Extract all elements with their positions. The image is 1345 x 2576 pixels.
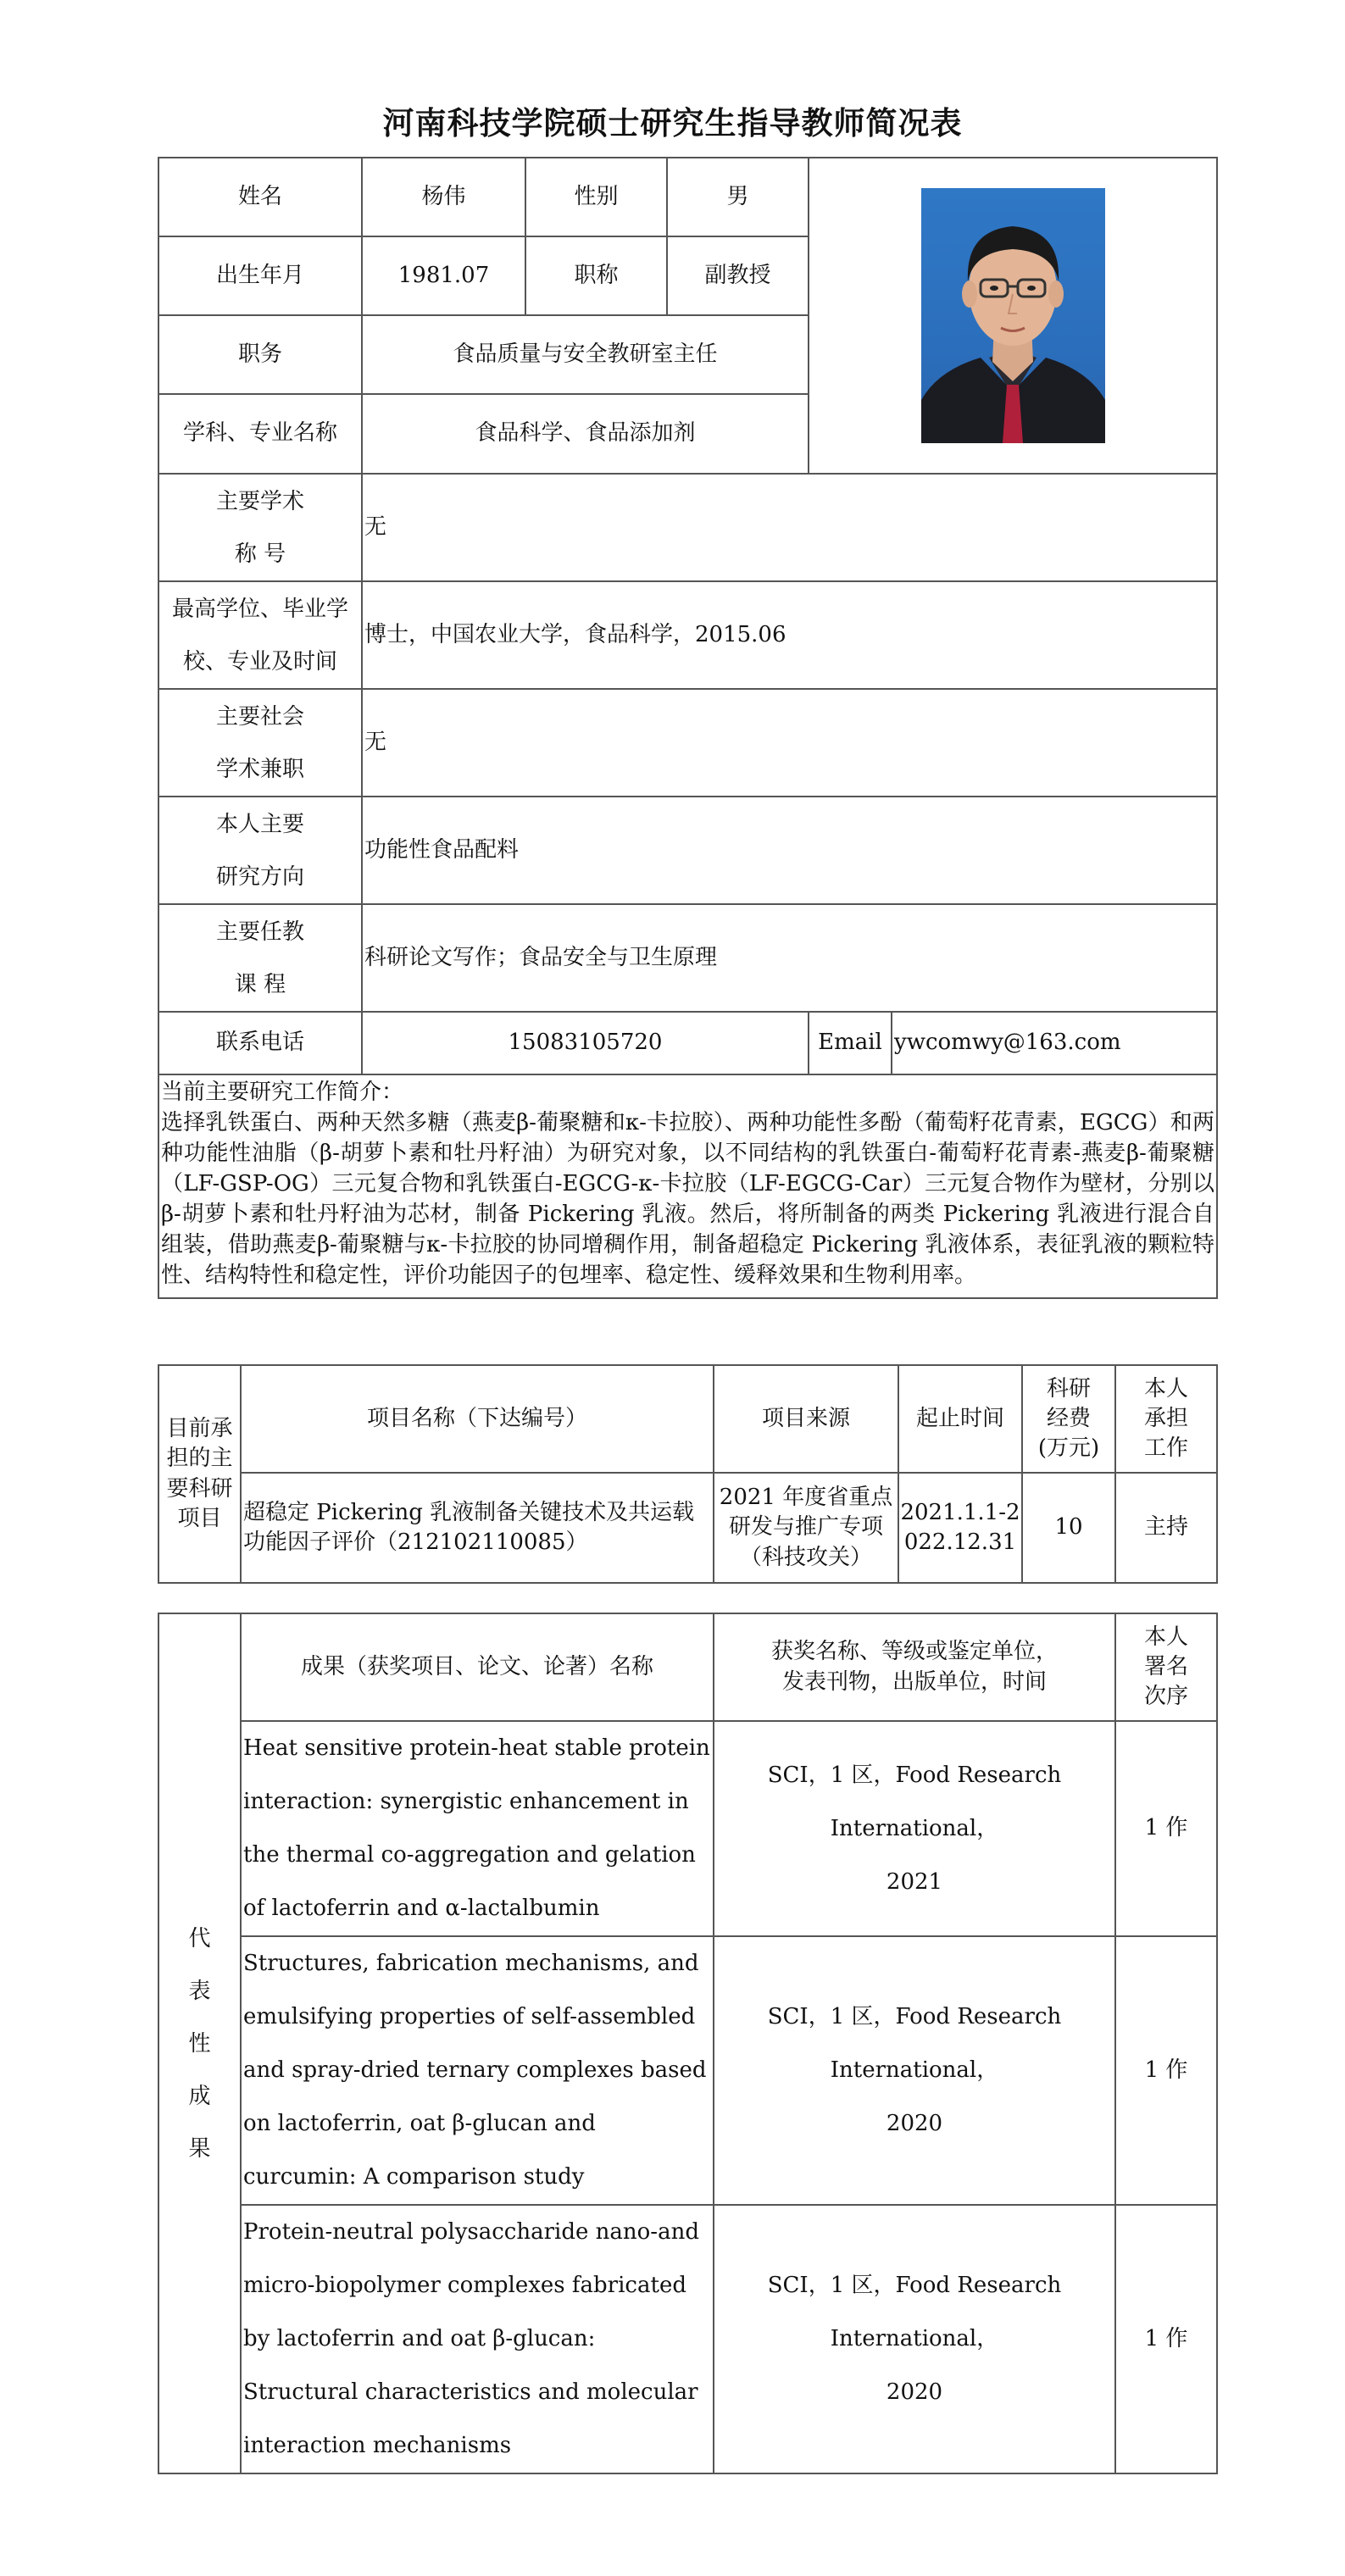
projects-side-label <box>158 1365 241 1583</box>
name-value: 杨伟 <box>362 158 525 236</box>
titles-value: 无 <box>362 474 1217 581</box>
courses-label-line1: 主要任教 <box>215 919 304 945</box>
gender-value: 男 <box>667 158 809 236</box>
table-row <box>158 1473 1217 1583</box>
social-label <box>158 689 362 797</box>
achievement-name: Heat sensitive protein-heat stable protein interaction: synergistic enhancement in the thermal co-aggregation and gelation of lactoferrin and α-lactalbumin <box>241 1721 714 1936</box>
achievement-order: 1 作 <box>1115 2205 1217 2473</box>
page-title: 河南科技学院硕士研究生指导教师简况表 <box>382 105 963 142</box>
order-header-line1: 本人 <box>1143 1624 1188 1650</box>
phone-value: 15083105720 <box>362 1012 809 1074</box>
funding-header-line3: (万元) <box>1037 1435 1100 1462</box>
funding-header-line1: 科研 <box>1046 1375 1091 1402</box>
achievement-source-line: SCI，1 区，Food Research International， <box>767 2004 1062 2083</box>
achievement-year: 2021 <box>886 1868 943 1895</box>
birth-value: 1981.07 <box>362 236 525 315</box>
portrait-photo-icon <box>921 188 1105 443</box>
project-period-header: 起止时间 <box>898 1365 1022 1473</box>
position-value: 食品质量与安全教研室主任 <box>362 315 809 394</box>
achievement-year: 2020 <box>886 2379 943 2405</box>
titles-label-line1: 主要学术 <box>215 488 304 514</box>
achievements-side-label <box>158 1613 241 2473</box>
email-value: ywcomwy@163.com <box>892 1012 1217 1074</box>
birth-label: 出生年月 <box>158 236 362 315</box>
achievement-source-line: SCI，1 区，Food Research International， <box>767 1762 1062 1841</box>
email-label: Email <box>809 1012 892 1074</box>
project-funding: 10 <box>1022 1473 1115 1583</box>
source-header-line2: 发表刊物，出版单位，时间 <box>781 1668 1047 1695</box>
position-label: 职务 <box>158 315 362 394</box>
role-header-line2: 承担 <box>1143 1405 1188 1431</box>
achievement-source-line: SCI，1 区，Food Research International， <box>767 2273 1062 2351</box>
table-row <box>158 2205 1217 2473</box>
name-label: 姓名 <box>158 158 362 236</box>
funding-header-line2: 经费 <box>1046 1405 1091 1431</box>
achievements-side-line1: 代 <box>188 1925 211 1951</box>
research-label-line1: 本人主要 <box>215 811 304 837</box>
projects-table <box>158 1364 1218 1584</box>
project-role: 主持 <box>1115 1473 1217 1583</box>
achievement-source-header <box>714 1613 1115 1721</box>
rank-label: 职称 <box>525 236 667 315</box>
social-value: 无 <box>362 689 1217 797</box>
achievement-source <box>714 2205 1115 2473</box>
achievement-source <box>714 1936 1115 2205</box>
achievements-table <box>158 1613 1218 2474</box>
achievements-side-line4: 成 <box>188 2083 211 2109</box>
phone-label: 联系电话 <box>158 1012 362 1074</box>
intro-heading: 当前主要研究工作简介： <box>161 1080 404 1105</box>
achievements-side-line5: 果 <box>188 2135 211 2162</box>
courses-value: 科研论文写作；食品安全与卫生原理 <box>362 904 1217 1012</box>
rank-value: 副教授 <box>667 236 809 315</box>
degree-value: 博士，中国农业大学，食品科学，2015.06 <box>362 581 1217 689</box>
social-label-line2: 学术兼职 <box>215 756 304 782</box>
achievement-name: Protein-neutral polysaccharide nano-and micro-biopolymer complexes fabricated by lactoferrin and oat β-glucan: Structural characteristics and molecular interaction mechanisms <box>241 2205 714 2473</box>
projects-side-line2: 担的主 <box>166 1446 233 1472</box>
project-role-header <box>1115 1365 1217 1473</box>
achievement-year: 2020 <box>886 2111 943 2136</box>
achievements-side-line3: 性 <box>188 2030 211 2057</box>
research-intro <box>158 1074 1217 1298</box>
projects-side-line1: 目前承 <box>166 1416 233 1442</box>
research-label-line2: 研究方向 <box>215 863 304 890</box>
degree-label <box>158 581 362 689</box>
titles-label-line2: 称 号 <box>234 541 286 567</box>
social-label-line1: 主要社会 <box>215 703 304 730</box>
discipline-label: 学科、专业名称 <box>158 394 362 474</box>
achievement-name-header: 成果（获奖项目、论文、论著）名称 <box>241 1613 714 1721</box>
source-header-line1: 获奖名称、等级或鉴定单位， <box>770 1639 1058 1665</box>
profile-table <box>158 157 1218 1299</box>
table-row <box>158 1936 1217 2205</box>
gender-label: 性别 <box>525 158 667 236</box>
achievement-name: Structures, fabrication mechanisms, and emulsifying properties of self-assembled and spray-dried ternary complexes based on lactoferrin, oat β-glucan and curcumin: A comparison study <box>241 1936 714 2205</box>
projects-side-line4: 项目 <box>177 1505 222 1531</box>
project-name-header: 项目名称（下达编号） <box>241 1365 714 1473</box>
achievement-order: 1 作 <box>1115 1936 1217 2205</box>
role-header-line1: 本人 <box>1143 1375 1188 1402</box>
project-name: 超稳定 Pickering 乳液制备关键技术及共运载功能因子评价（212102110085） <box>241 1473 714 1583</box>
projects-side-line3: 要科研 <box>166 1475 233 1502</box>
achievement-order-header <box>1115 1613 1217 1721</box>
intro-text: 选择乳铁蛋白、两种天然多糖（燕麦β-葡聚糖和κ-卡拉胶）、两种功能性多酚（葡萄籽花青素，EGCG）和两种功能性油脂（β-胡萝卜素和牡丹籽油）为研究对象，以不同结构的乳铁蛋白-葡萄籽花青素-燕麦β-葡聚糖（LF-GSP-OG）三元复合物和乳铁蛋白-EGCG-κ-卡拉胶（LF-EGCG-Car）三元复合物作为壁材，分别以β-胡萝卜素和牡丹籽油为芯材，制备 Pickering 乳液。然后，将所制备的两类 Pickering 乳液进行混合自组装，借助燕麦β-葡聚糖与κ-卡拉胶的协同增稠作用，制备超稳定 Pickering 乳液体系，表征乳液的颗粒特性、结构特性和稳定性，评价功能因子的包埋率、稳定性、缓释效果和生物利用率。 <box>161 1110 1214 1288</box>
research-value: 功能性食品配料 <box>362 797 1217 904</box>
project-source-header: 项目来源 <box>714 1365 898 1473</box>
achievement-order: 1 作 <box>1115 1721 1217 1936</box>
degree-label-line1: 最高学位、毕业学 <box>171 596 348 622</box>
achievement-source <box>714 1721 1115 1936</box>
discipline-value: 食品科学、食品添加剂 <box>362 394 809 474</box>
project-source: 2021 年度省重点研发与推广专项（科技攻关） <box>714 1473 898 1583</box>
project-funding-header <box>1022 1365 1115 1473</box>
courses-label-line2: 课 程 <box>234 971 286 997</box>
research-label <box>158 797 362 904</box>
achievements-side-line2: 表 <box>188 1978 211 2004</box>
order-header-line2: 署名 <box>1143 1653 1188 1679</box>
project-period: 2021.1.1-2022.12.31 <box>898 1473 1022 1583</box>
order-header-line3: 次序 <box>1143 1684 1188 1710</box>
degree-label-line2: 校、专业及时间 <box>182 648 337 675</box>
role-header-line3: 工作 <box>1143 1435 1188 1462</box>
courses-label <box>158 904 362 1012</box>
titles-label <box>158 474 362 581</box>
table-row <box>158 1721 1217 1936</box>
photo-cell <box>809 158 1217 474</box>
